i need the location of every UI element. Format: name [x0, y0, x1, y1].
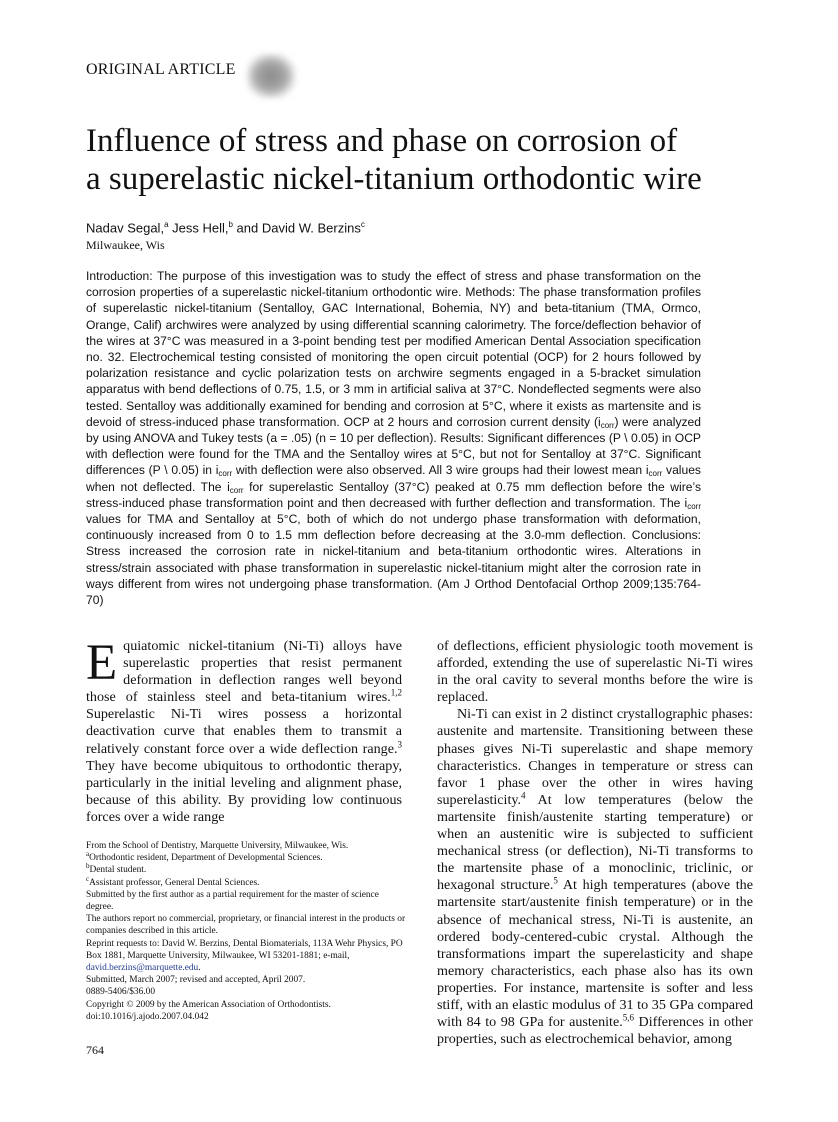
abstract	[86, 268, 701, 608]
footnote-submitted: Submitted, March 2007; revised and accepted, April 2007.	[86, 975, 306, 986]
body-text: At high temperatures (above the martensite start/austenite finish temperature) or in the absence of mechanical stress, Ni-Ti is austenite, an ordered body-centered-cubic crystal. Although the transformations impart the superelasticity and shape memory characteristics, each phase also has its own properties. For instance, martensite is softer and less stiff, with an elastic modulus of 31 to 35 GPa compared with 84 to 98 GPa for austenite.	[437, 877, 753, 1031]
author-location: Milwaukee, Wis	[86, 238, 165, 252]
footnote-text: Orthodontic resident, Department of Developmental Sciences.	[89, 853, 323, 864]
article-title	[86, 122, 786, 198]
body-column-left	[86, 635, 402, 826]
footnote-mark: a	[86, 850, 90, 859]
abstract-text: ) were analyzed by using ANOVA and Tukey tests (a = .05) (n = 10 per deflection). Results: Significant differences (P \ 0.05) in OCP with deflection were found for the TMA and the Sentalloy wires at 5°C, but not for Sentalloy at 37°C. Significant differences (P \ 0.05) in i	[86, 414, 701, 478]
body-paragraph	[437, 706, 753, 1048]
citation-ref[interactable]: 1,2	[390, 687, 402, 698]
author-mark: b	[228, 220, 233, 229]
title-line-1: Influence of stress and phase on corrosion of	[86, 123, 678, 159]
title-line-2: a superelastic nickel-titanium orthodontic wire	[86, 161, 702, 197]
citation-ref[interactable]: 4	[521, 790, 526, 801]
footnote-doi: doi:10.1016/j.ajodo.2007.04.042	[86, 1011, 209, 1022]
footnote-mark: b	[86, 862, 90, 871]
author-name: and David W. Berzins	[232, 220, 361, 236]
footnotes	[86, 840, 406, 1023]
author-list	[86, 220, 365, 235]
citation-ref[interactable]: 5	[553, 875, 558, 886]
header-shade-block	[247, 54, 295, 98]
footnote	[86, 864, 406, 876]
subscript: corr	[218, 469, 233, 479]
footnote-affiliation: From the School of Dentistry, Marquette University, Milwaukee, Wis.	[86, 841, 349, 851]
footnote-mark: c	[86, 874, 90, 883]
footnote	[86, 852, 406, 864]
page-number: 764	[86, 1043, 104, 1057]
body-text: At low temperatures (below the martensite finish/austenite starting temperature) or when an austenitic wire is subjected to sufficient mechanical stress (or deflection), Ni-Ti transforms to the martensite phase of a monoclinic, triclinic, or hexagonal structure.	[437, 791, 753, 894]
body-text: Differences in other properties, such as electrochemical behavior, among	[437, 1014, 754, 1048]
footnote-issn: 0889-5406/$36.00	[86, 987, 156, 998]
author-mark: a	[164, 220, 169, 229]
subscript: corr	[600, 420, 615, 430]
body-paragraph: of deflections, efficient physiologic tooth movement is afforded, extending the use of superelastic Ni-Ti wires in the oral cavity to several months before the wire is replaced.	[437, 638, 753, 706]
footnote	[86, 874, 406, 889]
abstract-text: with deflection were also observed. All 3 wire groups had their lowest mean i	[232, 463, 649, 478]
citation-ref[interactable]: 5,6	[622, 1012, 634, 1023]
abstract-text: values for TMA and Sentalloy at 5°C, both of which do not undergo phase transformation with deformation, continuously increased from 0 to 1.5 mm deflection before decreasing at the 3.0-mm deflection. Conclusions: Stress increased the corrosion rate in nickel-titanium and beta-titanium orthodontic wires. Alterations in stress/strain associated with phase transformation in superelastic nickel-titanium might alter the corrosion rate in ways different from wires not undergoing phase transformation. (Am J Orthod Dentofacial Orthop 2009;135:764-70)	[86, 512, 701, 608]
drop-cap: E	[86, 635, 118, 691]
footnote-copyright: Copyright © 2009 by the American Association of Orthodontists.	[86, 999, 331, 1010]
body-text: Superelastic Ni-Ti wires possess a horizontal deactivation curve that enables them to transmit a relatively constant force over a wide deflection range.	[86, 706, 402, 757]
footnote-reprint	[86, 938, 406, 975]
subscript: corr	[648, 469, 663, 479]
footnote-disclosure: The authors report no commercial, proprietary, or financial interest in the products or companies described in this article.	[86, 914, 406, 937]
subscript: corr	[687, 501, 701, 511]
footnote-text: Dental student.	[89, 865, 147, 876]
author-mark: c	[360, 220, 365, 229]
body-text: quiatomic nickel-titanium (Ni-Ti) alloys have superelastic properties that resist permanent deformation in deflection ranges well beyond those of stainless steel and beta-titanium wires.	[86, 638, 402, 706]
body-text: They have become ubiquitous to orthodontic therapy, particularly in the initial leveling and alignment phase, because of this ability. By providing low continuous forces over a wide range	[86, 757, 402, 825]
author-name: Jess Hell,	[168, 220, 229, 236]
body-paragraph	[86, 635, 402, 826]
citation-ref[interactable]: 3	[397, 738, 402, 749]
abstract-text: values when not deflected. The i	[86, 463, 701, 494]
email-link[interactable]: david.berzins@marquette.edu	[86, 963, 199, 974]
section-label: ORIGINAL ARTICLE	[86, 61, 236, 78]
author-name: Nadav Segal,	[86, 220, 165, 236]
body-text: Ni-Ti can exist in 2 distinct crystallographic phases: austenite and martensite. Transitioning between these phases gives Ni-Ti superelastic and shape memory characteristics. Changes in temperature or stress can favor 1 phase over the other in wires having superelasticity.	[437, 706, 753, 808]
footnote-text: Reprint requests to: David W. Berzins, Dental Biomaterials, 113A Wehr Physics, PO Box 1881, Marquette University, Milwaukee, WI 53201-1881; e-mail,	[86, 938, 403, 961]
footnote-text: Assistant professor, General Dental Sciences.	[89, 877, 260, 888]
body-column-right	[437, 638, 753, 1048]
footnote-text: .	[198, 963, 201, 974]
subscript: corr	[229, 485, 244, 495]
abstract-text: Introduction: The purpose of this investigation was to study the effect of stress and phase transformation on the corrosion properties of a superelastic nickel-titanium orthodontic wire. Methods: The phase transformation profiles of superelastic nickel-titanium (Sentalloy, GAC International, Bohemia, NY) and beta-titanium (TMA, Ormco, Orange, Calif) archwires were analyzed by using differential scanning calorimetry. The force/deflection behavior of the wires at 37°C was measured in a 3-point bending test per modified American Dental Association specification no. 32. Electrochemical testing consisted of monitoring the open circuit potential (OCP) for 2 hours followed by polarization resistance and cyclic polarization tests on archwire segments engaged in a 5-bracket simulation apparatus with bend deflections of 0.75, 1.5, or 3 mm in artificial saliva at 37°C. Nondeflected segments were also tested. Sentalloy was additionally examined for bending and corrosion at 5°C, where it exists as martensite and is devoid of stress-induced phase transformation. OCP at 2 hours and corrosion current density (i	[86, 269, 701, 429]
footnote-thesis: Submitted by the first author as a partial requirement for the master of science degree.	[86, 889, 379, 913]
abstract-text: for superelastic Sentalloy (37°C) peaked at 0.75 mm deflection before the wire’s stress-induced phase transformation point and then decreased with further deflection and transformation. The i	[86, 479, 701, 510]
